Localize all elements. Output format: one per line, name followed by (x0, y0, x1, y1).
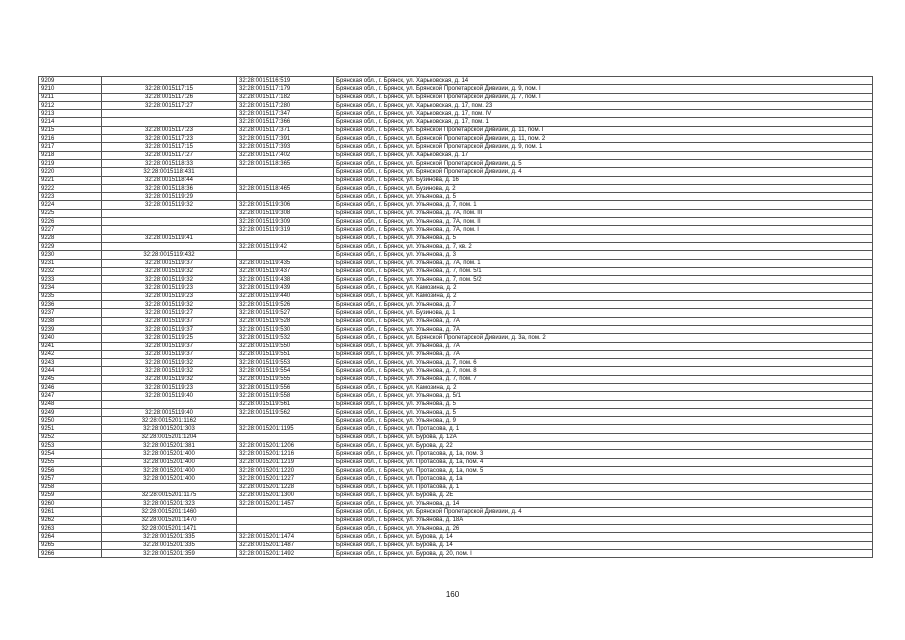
row-number-cell: 9242 (39, 350, 102, 358)
cadastral-number-cell: 32:28:0015201:1220 (237, 466, 334, 474)
table-row (39, 442, 873, 450)
table-row (39, 126, 873, 134)
table-row (39, 309, 873, 317)
table-row (39, 276, 873, 284)
row-number-cell: 9255 (39, 458, 102, 466)
row-number-cell: 9235 (39, 292, 102, 300)
parcel-number-cell (102, 118, 237, 126)
table-row (39, 93, 873, 101)
cadastral-number-cell: 32:28:0015119:306 (237, 201, 334, 209)
address-cell: Брянская обл., г. Брянск, ул. Ульянова, д. 26 (334, 525, 873, 533)
address-cell: Брянская обл., г. Брянск, ул. Брянской Пролетарской Дивизии, д. 11, пом. 2 (334, 135, 873, 143)
cadastral-number-cell: 32:28:0015201:1206 (237, 442, 334, 450)
parcel-number-cell (102, 218, 237, 226)
address-cell: Брянская обл., г. Брянск, ул. Ульянова, д. 5 (334, 408, 873, 416)
table-row (39, 367, 873, 375)
address-cell: Брянская обл., г. Брянск, ул. Ульянова, д. 7А (334, 350, 873, 358)
parcel-number-cell: 32:28:0015117:27 (102, 101, 237, 109)
row-number-cell: 9241 (39, 342, 102, 350)
row-number-cell: 9236 (39, 301, 102, 309)
row-number-cell: 9225 (39, 209, 102, 217)
parcel-number-cell: 32:28:0015118:36 (102, 184, 237, 192)
table-row (39, 317, 873, 325)
cadastral-number-cell: 32:28:0015118:465 (237, 184, 334, 192)
address-cell: Брянская обл., г. Брянск, ул. Харьковская, д. 17, пом. IV (334, 110, 873, 118)
cadastral-number-cell: 32:28:0015119:526 (237, 301, 334, 309)
parcel-number-cell (102, 110, 237, 118)
row-number-cell: 9239 (39, 325, 102, 333)
table-row (39, 334, 873, 342)
cadastral-number-cell: 32:28:0015117:182 (237, 93, 334, 101)
parcel-number-cell: 32:28:0015117:26 (102, 93, 237, 101)
table-row (39, 549, 873, 557)
parcel-number-cell: 32:28:0015201:303 (102, 425, 237, 433)
parcel-number-cell: 32:28:0015201:1470 (102, 516, 237, 524)
parcel-number-cell (102, 77, 237, 85)
parcel-number-cell: 32:28:0015119:32 (102, 276, 237, 284)
row-number-cell: 9250 (39, 417, 102, 425)
table-row (39, 218, 873, 226)
table-row (39, 417, 873, 425)
table-row (39, 159, 873, 167)
parcel-number-cell: 32:28:0015119:32 (102, 367, 237, 375)
cadastral-number-cell: 32:28:0015119:554 (237, 367, 334, 375)
row-number-cell: 9254 (39, 450, 102, 458)
parcel-number-cell: 32:28:0015201:359 (102, 549, 237, 557)
address-cell: Брянская обл., г. Брянск, ул. Ульянова, д. 7, пом. 5/2 (334, 276, 873, 284)
parcel-number-cell: 32:28:0015119:32 (102, 301, 237, 309)
address-cell: Брянская обл., г. Брянск, ул. Ульянова, д. 7А, пом. III (334, 209, 873, 217)
table-row (39, 85, 873, 93)
row-number-cell: 9230 (39, 251, 102, 259)
address-cell: Брянская обл., г. Брянск, ул. Ульянова, д. 7 (334, 301, 873, 309)
cadastral-number-cell (237, 508, 334, 516)
address-cell: Брянская обл., г. Брянск, ул. Брянской Пролетарской Дивизии, д. 3а, пом. 2 (334, 334, 873, 342)
parcel-number-cell (102, 226, 237, 234)
parcel-number-cell: 32:28:0015119:32 (102, 201, 237, 209)
address-cell: Брянская обл., г. Брянск, ул. Харьковская, д. 17, пом. 1 (334, 118, 873, 126)
address-cell: Брянская обл., г. Брянск, ул. Протасова, д. 1 (334, 425, 873, 433)
table-row (39, 392, 873, 400)
parcel-number-cell: 32:28:0015119:41 (102, 234, 237, 242)
parcel-number-cell: 32:28:0015201:323 (102, 500, 237, 508)
parcel-number-cell: 32:28:0015119:432 (102, 251, 237, 259)
row-number-cell: 9224 (39, 201, 102, 209)
table-row (39, 500, 873, 508)
cadastral-number-cell: 32:28:0015201:1219 (237, 458, 334, 466)
row-number-cell: 9252 (39, 433, 102, 441)
table-row (39, 450, 873, 458)
table-row (39, 77, 873, 85)
cadastral-number-cell: 32:28:0015201:1457 (237, 500, 334, 508)
address-cell: Брянская обл., г. Брянск, ул. Бузинова, д. 2 (334, 184, 873, 192)
row-number-cell: 9210 (39, 85, 102, 93)
table-row (39, 408, 873, 416)
table-row (39, 375, 873, 383)
cadastral-number-cell: 32:28:0015117:371 (237, 126, 334, 134)
row-number-cell: 9240 (39, 334, 102, 342)
row-number-cell: 9231 (39, 259, 102, 267)
address-cell: Брянская обл., г. Брянск, ул. Брянской Пролетарской Дивизии, д. 9, пом. 1 (334, 143, 873, 151)
row-number-cell: 9238 (39, 317, 102, 325)
address-cell: Брянская обл., г. Брянск, ул. Брянской Пролетарской Дивизии, д. 7, пом. I (334, 93, 873, 101)
row-number-cell: 9256 (39, 466, 102, 474)
row-number-cell: 9260 (39, 500, 102, 508)
cadastral-number-cell (237, 168, 334, 176)
address-cell: Брянская обл., г. Брянск, ул. Протасова, д. 1а (334, 475, 873, 483)
cadastral-number-cell (237, 525, 334, 533)
table-row (39, 491, 873, 499)
table-row (39, 118, 873, 126)
parcel-number-cell: 32:28:0015119:37 (102, 350, 237, 358)
parcel-number-cell: 32:28:0015118:33 (102, 159, 237, 167)
cadastral-number-cell: 32:28:0015201:1227 (237, 475, 334, 483)
table-row (39, 425, 873, 433)
row-number-cell: 9264 (39, 533, 102, 541)
parcel-number-cell: 32:28:0015119:23 (102, 284, 237, 292)
row-number-cell: 9251 (39, 425, 102, 433)
table-row (39, 193, 873, 201)
row-number-cell: 9245 (39, 375, 102, 383)
address-cell: Брянская обл., г. Брянск, ул. Камозина, д. 2 (334, 292, 873, 300)
cadastral-number-cell: 32:28:0015119:532 (237, 334, 334, 342)
row-number-cell: 9259 (39, 491, 102, 499)
address-cell: Брянская обл., г. Брянск, ул. Харьковская, д. 17, пом. 23 (334, 101, 873, 109)
cadastral-number-cell: 32:28:0015119:555 (237, 375, 334, 383)
address-cell: Брянская обл., г. Брянск, ул. Бурова, д. 2Е (334, 491, 873, 499)
cadastral-number-cell: 32:28:0015119:437 (237, 267, 334, 275)
table-row (39, 433, 873, 441)
cadastral-number-cell: 32:28:0015119:308 (237, 209, 334, 217)
cadastral-number-cell: 32:28:0015119:309 (237, 218, 334, 226)
parcel-number-cell: 32:28:0015119:23 (102, 292, 237, 300)
row-number-cell: 9257 (39, 475, 102, 483)
cadastral-number-cell: 32:28:0015119:527 (237, 309, 334, 317)
row-number-cell: 9232 (39, 267, 102, 275)
table-row (39, 226, 873, 234)
address-cell: Брянская обл., г. Брянск, ул. Бурова, д. 12А (334, 433, 873, 441)
cadastral-number-cell: 32:28:0015119:439 (237, 284, 334, 292)
parcel-number-cell: 32:28:0015119:25 (102, 334, 237, 342)
cadastral-number-cell: 32:28:0015119:562 (237, 408, 334, 416)
cadastral-number-cell: 32:28:0015201:1216 (237, 450, 334, 458)
cadastral-number-cell: 32:28:0015117:391 (237, 135, 334, 143)
address-cell: Брянская обл., г. Брянск, ул. Ульянова, д. 5 (334, 400, 873, 408)
row-number-cell: 9219 (39, 159, 102, 167)
cadastral-number-cell (237, 234, 334, 242)
cadastral-number-cell: 32:28:0015118:365 (237, 159, 334, 167)
table-row (39, 350, 873, 358)
parcel-number-cell (102, 483, 237, 491)
cadastral-number-cell: 32:28:0015201:1487 (237, 541, 334, 549)
address-cell: Брянская обл., г. Брянск, ул. Ульянова, д. 5 (334, 193, 873, 201)
cadastral-number-cell: 32:28:0015119:558 (237, 392, 334, 400)
parcel-number-cell: 32:28:0015118:44 (102, 176, 237, 184)
row-number-cell: 9261 (39, 508, 102, 516)
address-cell: Брянская обл., г. Брянск, ул. Бурова, д. 14 (334, 533, 873, 541)
table-row (39, 533, 873, 541)
row-number-cell: 9265 (39, 541, 102, 549)
address-cell: Брянская обл., г. Брянск, ул. Ульянова, д. 7А (334, 317, 873, 325)
cadastral-number-cell: 32:28:0015117:366 (237, 118, 334, 126)
row-number-cell: 9227 (39, 226, 102, 234)
cadastral-number-cell: 32:28:0015119:319 (237, 226, 334, 234)
parcel-number-cell: 32:28:0015119:32 (102, 375, 237, 383)
parcel-number-cell: 32:28:0015119:40 (102, 392, 237, 400)
parcel-number-cell: 32:28:0015201:1162 (102, 417, 237, 425)
address-cell: Брянская обл., г. Брянск, ул. Ульянова, д. 7, пом. 6 (334, 359, 873, 367)
row-number-cell: 9263 (39, 525, 102, 533)
table-row (39, 541, 873, 549)
property-table (38, 76, 873, 558)
row-number-cell: 9253 (39, 442, 102, 450)
cadastral-number-cell: 32:28:0015117:280 (237, 101, 334, 109)
address-cell: Брянская обл., г. Брянск, ул. Бузинова, д. 1 (334, 309, 873, 317)
row-number-cell: 9214 (39, 118, 102, 126)
parcel-number-cell (102, 242, 237, 250)
parcel-number-cell: 32:28:0015119:32 (102, 359, 237, 367)
parcel-number-cell: 32:28:0015119:37 (102, 259, 237, 267)
cadastral-number-cell: 32:28:0015119:561 (237, 400, 334, 408)
parcel-number-cell: 32:28:0015201:381 (102, 442, 237, 450)
row-number-cell: 9247 (39, 392, 102, 400)
row-number-cell: 9243 (39, 359, 102, 367)
address-cell: Брянская обл., г. Брянск, ул. Брянской Пролетарской Дивизии, д. 4 (334, 508, 873, 516)
cadastral-number-cell: 32:28:0015201:1195 (237, 425, 334, 433)
address-cell: Брянская обл., г. Брянск, ул. Бузинова, д. 16 (334, 176, 873, 184)
parcel-number-cell: 32:28:0015119:23 (102, 383, 237, 391)
table-row (39, 259, 873, 267)
parcel-number-cell: 32:28:0015201:400 (102, 466, 237, 474)
address-cell: Брянская обл., г. Брянск, ул. Протасова, д. 1а, пом. 3 (334, 450, 873, 458)
table-row (39, 251, 873, 259)
table-row (39, 458, 873, 466)
parcel-number-cell: 32:28:0015117:15 (102, 143, 237, 151)
row-number-cell: 9217 (39, 143, 102, 151)
cadastral-number-cell: 32:28:0015119:440 (237, 292, 334, 300)
cadastral-number-cell: 32:28:0015119:553 (237, 359, 334, 367)
parcel-number-cell: 32:28:0015119:27 (102, 309, 237, 317)
row-number-cell: 9258 (39, 483, 102, 491)
row-number-cell: 9237 (39, 309, 102, 317)
address-cell: Брянская обл., г. Брянск, ул. Бурова, д. 22 (334, 442, 873, 450)
table-row (39, 267, 873, 275)
row-number-cell: 9246 (39, 383, 102, 391)
parcel-number-cell: 32:28:0015201:400 (102, 475, 237, 483)
address-cell: Брянская обл., г. Брянск, ул. Ульянова, д. 18А (334, 516, 873, 524)
cadastral-number-cell (237, 516, 334, 524)
address-cell: Брянская обл., г. Брянск, ул. Харьковская, д. 14 (334, 77, 873, 85)
parcel-number-cell: 32:28:0015117:27 (102, 151, 237, 159)
parcel-number-cell: 32:28:0015201:1460 (102, 508, 237, 516)
parcel-number-cell: 32:28:0015118:431 (102, 168, 237, 176)
cadastral-number-cell: 32:28:0015201:1474 (237, 533, 334, 541)
parcel-number-cell: 32:28:0015119:37 (102, 325, 237, 333)
page-number: 160 (445, 590, 460, 599)
cadastral-number-cell: 32:28:0015117:347 (237, 110, 334, 118)
row-number-cell: 9221 (39, 176, 102, 184)
address-cell: Брянская обл., г. Брянск, ул. Протасова, д. 1а, пом. 5 (334, 466, 873, 474)
cadastral-number-cell (237, 251, 334, 259)
parcel-number-cell: 32:28:0015117:23 (102, 126, 237, 134)
table-body (39, 77, 873, 558)
address-cell: Брянская обл., г. Брянск, ул. Брянской Пролетарской Дивизии, д. 9, пом. I (334, 85, 873, 93)
address-cell: Брянская обл., г. Брянск, ул. Ульянова, д. 3 (334, 251, 873, 259)
table-row (39, 483, 873, 491)
cadastral-number-cell: 32:28:0015201:1492 (237, 549, 334, 557)
row-number-cell: 9212 (39, 101, 102, 109)
table-row (39, 475, 873, 483)
row-number-cell: 9226 (39, 218, 102, 226)
parcel-number-cell: 32:28:0015119:37 (102, 317, 237, 325)
cadastral-number-cell: 32:28:0015117:402 (237, 151, 334, 159)
address-cell: Брянская обл., г. Брянск, ул. Ульянова, д. 7А, пом. 1 (334, 259, 873, 267)
parcel-number-cell: 32:28:0015201:335 (102, 533, 237, 541)
row-number-cell: 9223 (39, 193, 102, 201)
address-cell: Брянская обл., г. Брянск, ул. Ульянова, д. 7, пом. 8 (334, 367, 873, 375)
table-row (39, 110, 873, 118)
parcel-number-cell: 32:28:0015201:1204 (102, 433, 237, 441)
address-cell: Брянская обл., г. Брянск, ул. Протасова, д. 1 (334, 483, 873, 491)
parcel-number-cell: 32:28:0015201:335 (102, 541, 237, 549)
cadastral-number-cell (237, 193, 334, 201)
table-row (39, 234, 873, 242)
address-cell: Брянская обл., г. Брянск, ул. Ульянова, д. 14 (334, 500, 873, 508)
table-row (39, 284, 873, 292)
address-cell: Брянская обл., г. Брянск, ул. Ульянова, д. 7А (334, 325, 873, 333)
address-cell: Брянская обл., г. Брянск, ул. Ульянова, д. 7, кв. 2 (334, 242, 873, 250)
table-row (39, 516, 873, 524)
table-row (39, 508, 873, 516)
cadastral-number-cell: 32:28:0015119:435 (237, 259, 334, 267)
parcel-number-cell: 32:28:0015201:400 (102, 450, 237, 458)
cadastral-number-cell: 32:28:0015119:528 (237, 317, 334, 325)
table-row (39, 101, 873, 109)
table-row (39, 466, 873, 474)
address-cell: Брянская обл., г. Брянск, ул. Камозина, д. 2 (334, 383, 873, 391)
address-cell: Брянская обл., г. Брянск, ул. Ульянова, д. 9 (334, 417, 873, 425)
table-row (39, 143, 873, 151)
cadastral-number-cell: 32:28:0015119:550 (237, 342, 334, 350)
row-number-cell: 9209 (39, 77, 102, 85)
cadastral-number-cell (237, 176, 334, 184)
address-cell: Брянская обл., г. Брянск, ул. Ульянова, д. 7, пом. 7 (334, 375, 873, 383)
cadastral-number-cell: 32:28:0015119:42 (237, 242, 334, 250)
cadastral-number-cell: 32:28:0015119:551 (237, 350, 334, 358)
table-row (39, 342, 873, 350)
row-number-cell: 9249 (39, 408, 102, 416)
row-number-cell: 9211 (39, 93, 102, 101)
row-number-cell: 9244 (39, 367, 102, 375)
cadastral-number-cell: 32:28:0015119:438 (237, 276, 334, 284)
row-number-cell: 9233 (39, 276, 102, 284)
address-cell: Брянская обл., г. Брянск, ул. Брянской Пролетарской Дивизии, д. 4 (334, 168, 873, 176)
address-cell: Брянская обл., г. Брянск, ул. Ульянова, д. 7, пом. 5/1 (334, 267, 873, 275)
cadastral-number-cell (237, 417, 334, 425)
address-cell: Брянская обл., г. Брянск, ул. Бурова, д. 20, пом. I (334, 549, 873, 557)
row-number-cell: 9222 (39, 184, 102, 192)
parcel-number-cell (102, 400, 237, 408)
cadastral-number-cell: 32:28:0015201:1228 (237, 483, 334, 491)
parcel-number-cell: 32:28:0015119:40 (102, 408, 237, 416)
row-number-cell: 9215 (39, 126, 102, 134)
parcel-number-cell: 32:28:0015201:1175 (102, 491, 237, 499)
table-row (39, 168, 873, 176)
parcel-number-cell: 32:28:0015117:23 (102, 135, 237, 143)
row-number-cell: 9228 (39, 234, 102, 242)
row-number-cell: 9248 (39, 400, 102, 408)
row-number-cell: 9213 (39, 110, 102, 118)
table-row (39, 151, 873, 159)
address-cell: Брянская обл., г. Брянск, ул. Харьковская, д. 17 (334, 151, 873, 159)
address-cell: Брянская обл., г. Брянск, ул. Брянской Пролетарской Дивизии, д. 11, пом. I (334, 126, 873, 134)
table-row (39, 383, 873, 391)
parcel-number-cell: 32:28:0015201:1471 (102, 525, 237, 533)
address-cell: Брянская обл., г. Брянск, ул. Протасова, д. 1а, пом. 4 (334, 458, 873, 466)
table-row (39, 209, 873, 217)
cadastral-number-cell: 32:28:0015201:1300 (237, 491, 334, 499)
table-row (39, 242, 873, 250)
parcel-number-cell: 32:28:0015117:15 (102, 85, 237, 93)
table-row (39, 400, 873, 408)
address-cell: Брянская обл., г. Брянск, ул. Ульянова, д. 7А (334, 342, 873, 350)
cadastral-number-cell: 32:28:0015119:530 (237, 325, 334, 333)
table-row (39, 325, 873, 333)
parcel-number-cell: 32:28:0015119:37 (102, 342, 237, 350)
cadastral-number-cell: 32:28:0015119:556 (237, 383, 334, 391)
table-row (39, 201, 873, 209)
address-cell: Брянская обл., г. Брянск, ул. Ульянова, д. 7, пом. 1 (334, 201, 873, 209)
parcel-number-cell: 32:28:0015119:29 (102, 193, 237, 201)
cadastral-number-cell: 32:28:0015117:393 (237, 143, 334, 151)
row-number-cell: 9266 (39, 549, 102, 557)
row-number-cell: 9218 (39, 151, 102, 159)
address-cell: Брянская обл., г. Брянск, ул. Ульянова, д. 7А, пом. I (334, 226, 873, 234)
row-number-cell: 9220 (39, 168, 102, 176)
table-row (39, 301, 873, 309)
table-row (39, 359, 873, 367)
parcel-number-cell: 32:28:0015119:32 (102, 267, 237, 275)
cadastral-number-cell: 32:28:0015117:179 (237, 85, 334, 93)
table-row (39, 184, 873, 192)
row-number-cell: 9229 (39, 242, 102, 250)
table-row (39, 176, 873, 184)
row-number-cell: 9216 (39, 135, 102, 143)
table-row (39, 292, 873, 300)
address-cell: Брянская обл., г. Брянск, ул. Ульянова, д. 5/1 (334, 392, 873, 400)
address-cell: Брянская обл., г. Брянск, ул. Камозина, д. 2 (334, 284, 873, 292)
parcel-number-cell: 32:28:0015201:400 (102, 458, 237, 466)
row-number-cell: 9262 (39, 516, 102, 524)
parcel-number-cell (102, 209, 237, 217)
table-row (39, 135, 873, 143)
address-cell: Брянская обл., г. Брянск, ул. Ульянова, д. 7А, пом. II (334, 218, 873, 226)
cadastral-number-cell (237, 433, 334, 441)
address-cell: Брянская обл., г. Брянск, ул. Брянской Пролетарской Дивизии, д. 5 (334, 159, 873, 167)
address-cell: Брянская обл., г. Брянск, ул. Ульянова, д. 5 (334, 234, 873, 242)
address-cell: Брянская обл., г. Брянск, ул. Бурова, д. 14 (334, 541, 873, 549)
table-row (39, 525, 873, 533)
row-number-cell: 9234 (39, 284, 102, 292)
cadastral-number-cell: 32:28:0015116:519 (237, 77, 334, 85)
